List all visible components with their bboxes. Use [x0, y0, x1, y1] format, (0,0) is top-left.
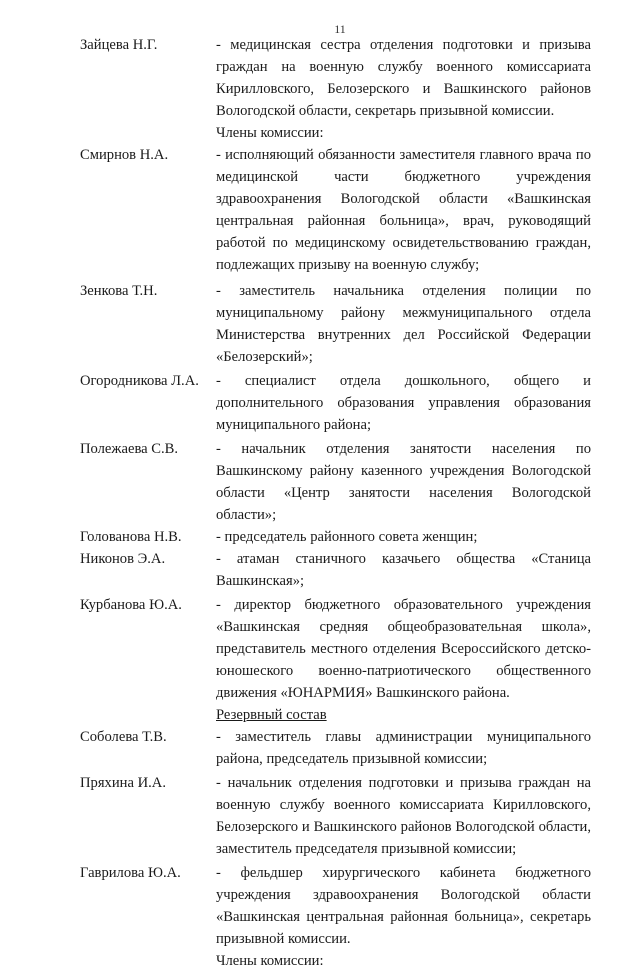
member-description: - фельдшер хирургического кабинета бюджетного учреждения здравоохранения Вологодской области «Вашкинская центральная районная больница», секретарь призывной комиссии.: [216, 865, 591, 947]
member-row: [0, 34, 640, 122]
member-row: [0, 862, 640, 950]
member-description: - начальник отделения подготовки и призыва граждан на военную службу военного комиссариата Кирилловского, Белозерского и Вашкинского районов Вологодской области, заместитель председателя призывной комиссии;: [216, 775, 591, 857]
member-name: Голованова Н.В.: [80, 529, 182, 545]
member-description: - председатель районного совета женщин;: [216, 529, 478, 545]
member-row: [0, 280, 640, 368]
member-description: - атаман станичного казачьего общества «Станица Вашкинская»;: [216, 551, 591, 589]
member-row: [0, 548, 640, 592]
member-name: Зенкова Т.Н.: [80, 283, 158, 299]
reserve-heading: Резервный состав: [216, 707, 327, 723]
member-row: [0, 526, 640, 548]
member-description: - исполняющий обязанности заместителя главного врача по медицинской части бюджетного учреждения здравоохранения Вологодской области «Вашкинская центральная районная больница», врач, руководящий работой по медицинскому освидетельствованию граждан, подлежащих призыву на военную службу;: [216, 147, 591, 273]
member-name: Никонов Э.А.: [80, 551, 166, 567]
member-name: Зайцева Н.Г.: [80, 37, 158, 53]
member-description: - начальник отделения занятости населения по Вашкинскому району казенного учреждения Вологодской области «Центр занятости населения Вологодской области»;: [216, 441, 591, 523]
member-name: Смирнов Н.А.: [80, 147, 169, 163]
member-name: Огородникова Л.А.: [80, 373, 199, 389]
member-row: [0, 726, 640, 770]
member-name: Курбанова Ю.А.: [80, 597, 182, 613]
member-row: [0, 144, 640, 276]
member-description: - заместитель главы администрации муниципального района, председатель призывной комиссии;: [216, 729, 591, 767]
member-name: Соболева Т.В.: [80, 729, 167, 745]
member-row: [0, 594, 640, 704]
page-number: 11: [334, 22, 346, 36]
member-description: - специалист отдела дошкольного, общего и дополнительного образования управления образования муниципального района;: [216, 373, 591, 433]
member-description: - заместитель начальника отделения полиции по муниципальному району межмуниципального отдела Министерства внутренних дел Российской Федерации «Белозерский»;: [216, 283, 591, 365]
member-row: [0, 772, 640, 860]
member-name: Пряхина И.А.: [80, 775, 166, 791]
member-description: - медицинская сестра отделения подготовки и призыва граждан на военную службу военного комиссариата Кирилловского, Белозерского и Вашкинского районов Вологодской области, секретарь призывной комиссии.: [216, 37, 591, 119]
member-list: [0, 34, 640, 972]
member-row: [0, 370, 640, 436]
member-row: [0, 438, 640, 526]
members-heading: Члены комиссии:: [216, 125, 324, 141]
members-heading: Члены комиссии:: [216, 953, 324, 969]
member-name: Полежаева С.В.: [80, 441, 179, 457]
member-description: - директор бюджетного образовательного учреждения «Вашкинская средняя общеобразовательная школа», представитель местного отделения Всероссийского детско-юношеского военно-патриотического общественного движения «ЮНАРМИЯ» Вашкинского района.: [216, 597, 591, 701]
member-name: Гаврилова Ю.А.: [80, 865, 181, 881]
